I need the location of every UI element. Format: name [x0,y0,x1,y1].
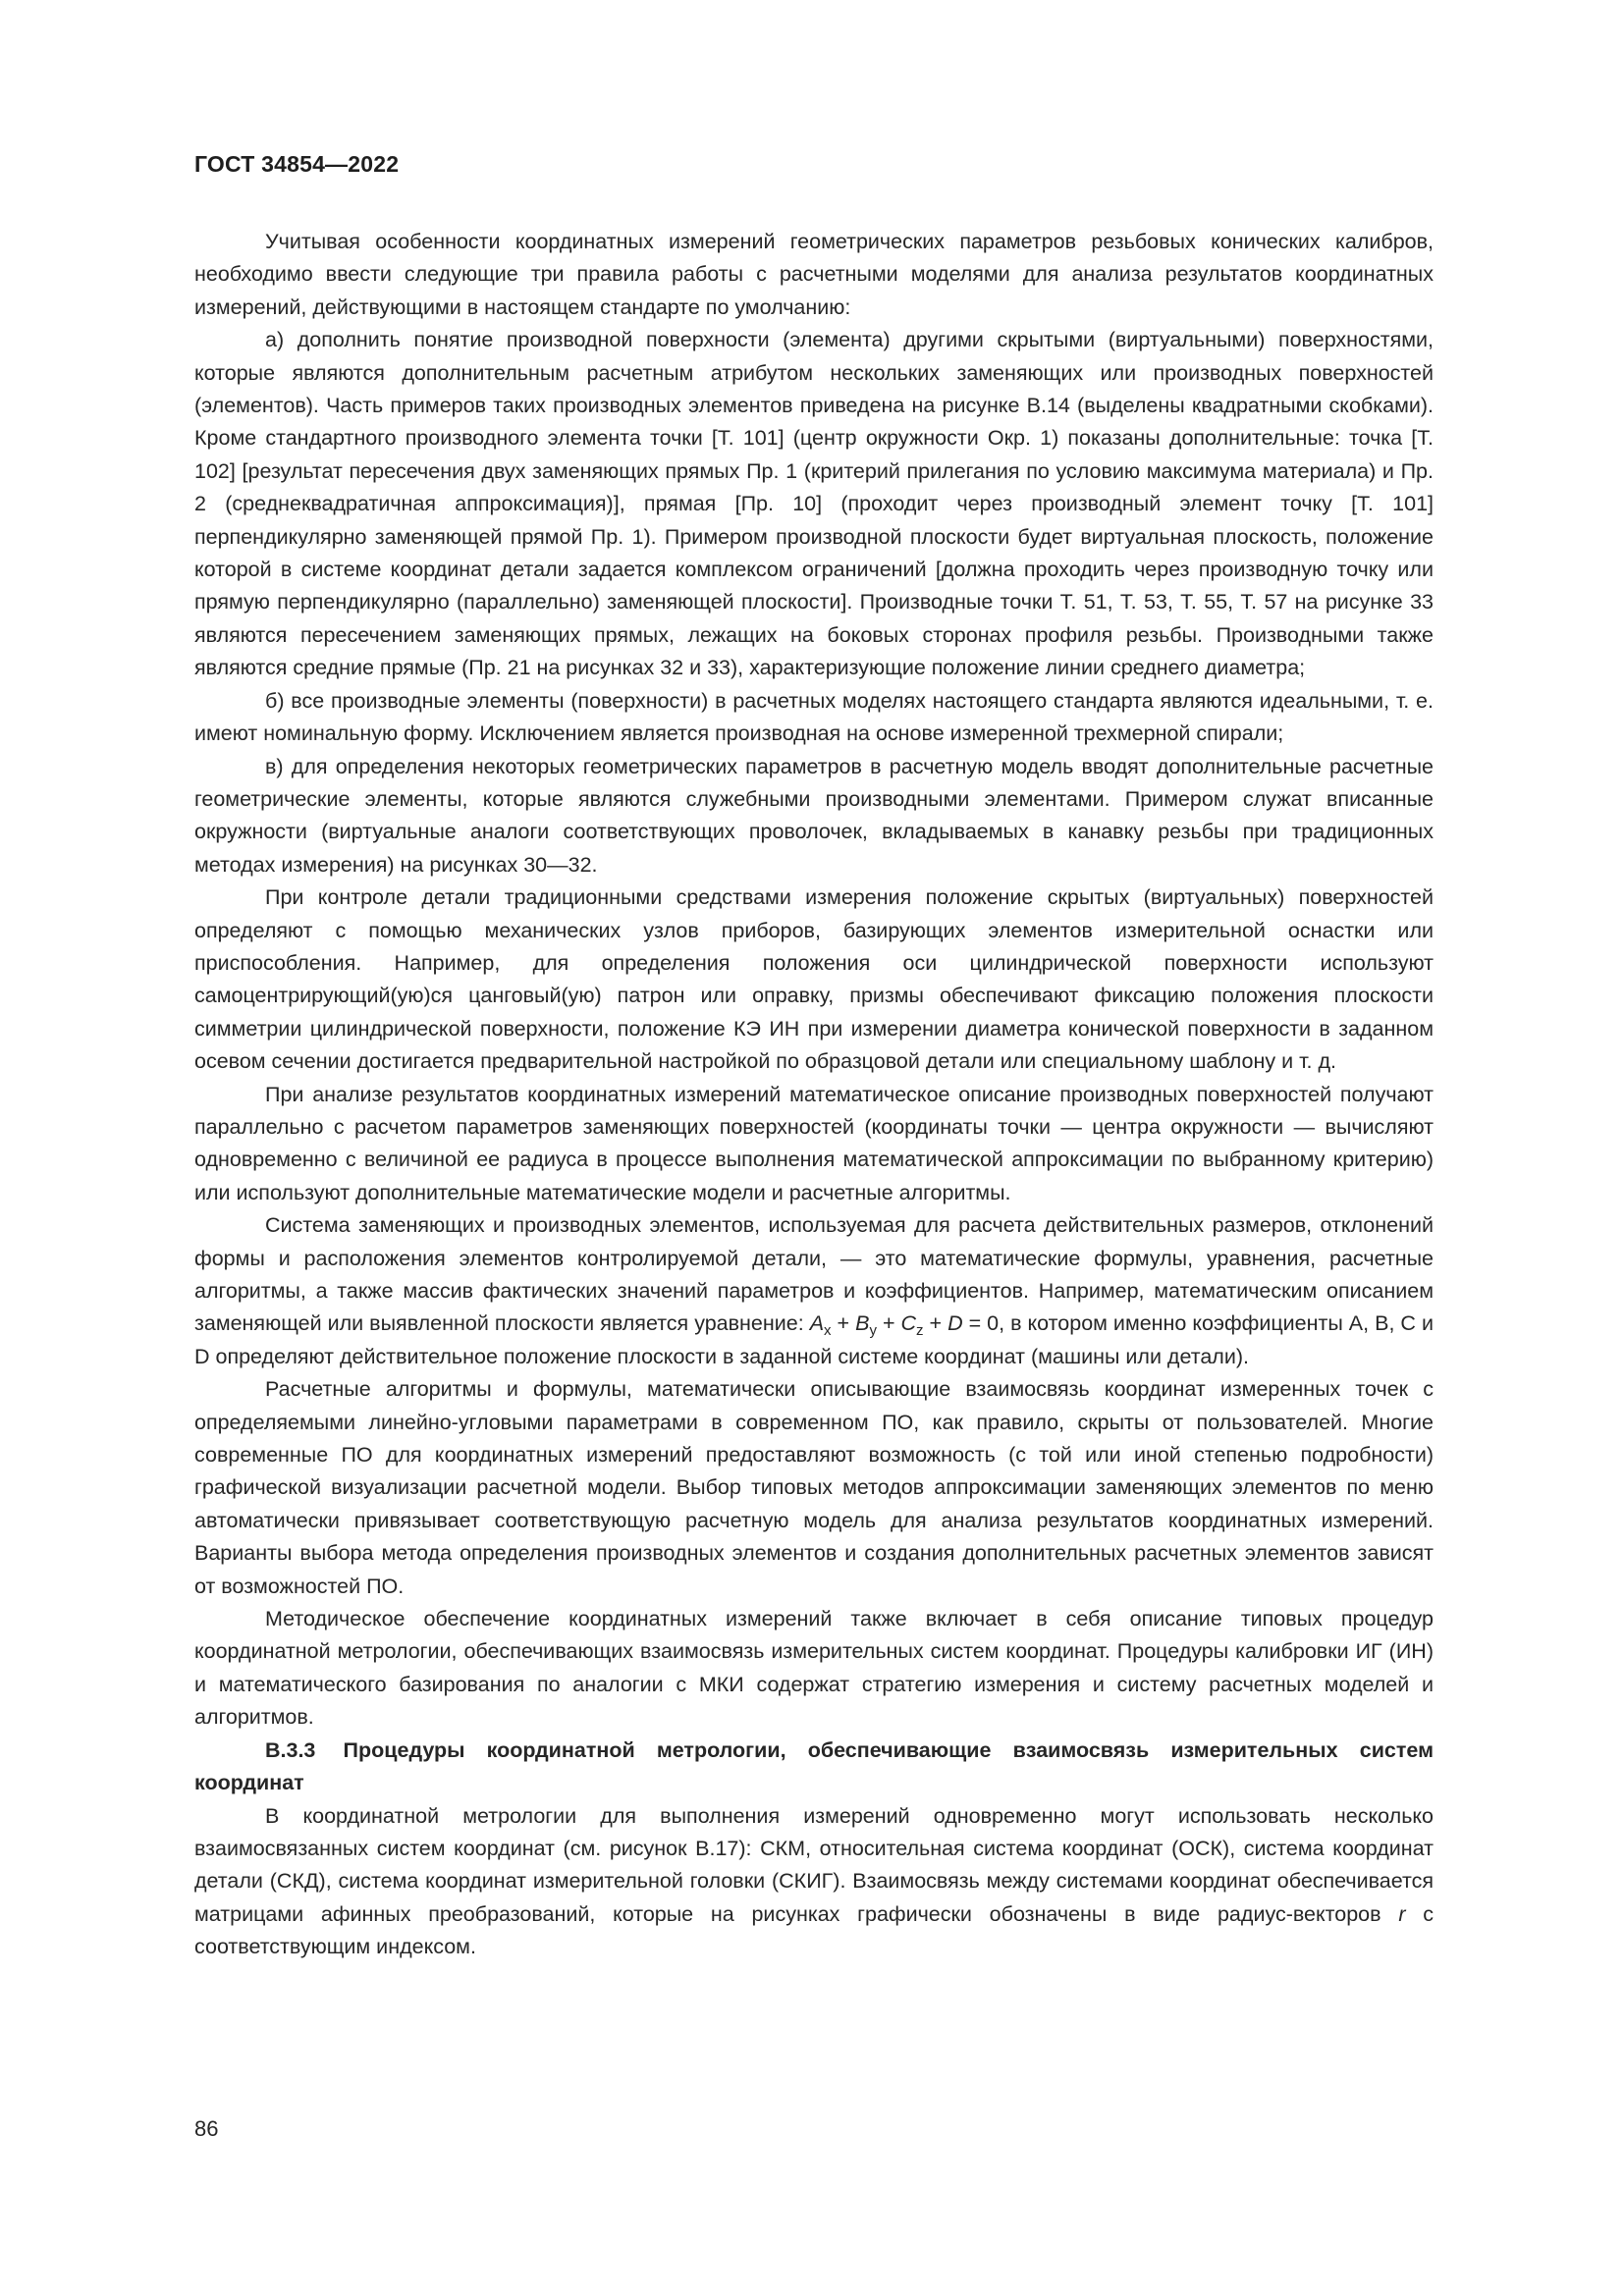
paragraph-coordinate-systems-text-after: с соответствующим индексом. [194,1901,1434,1959]
paragraph-equation-text-before: Система заменяющих и производных элементов, используемая для расчета действительных размеров, отклонений формы и расположения элементов контролируемой детали, — это математические формулы, уравнения, расчетные алгоритмы, а также массив фактических значений параметров и коэффициентов. Например, математическим описанием заменяющей или выявленной плоскости является уравнение: [194,1213,1434,1336]
standard-designation: ГОСТ 34854—2022 [194,151,400,177]
paragraph-methodology: Методическое обеспечение координатных измерений также включает в себя описание типовых процедур координатной метрологии, обеспечивающих взаимосвязь измерительных систем координат. Процедуры калибровки ИГ (ИН) и математического базирования по аналогии с МКИ содержат стратегию измерения и систему расчетных моделей и алгоритмов. [194,1607,1434,1730]
list-item-b: б) все производные элементы (поверхности) в расчетных моделях настоящего стандарта являются идеальными, т. е. имеют номинальную форму. Исключением является производная на основе измеренной трехмерной спирали; [194,688,1434,746]
eq-plus-3: + [923,1311,948,1336]
eq-equals-zero: = 0 [962,1311,1000,1336]
paragraph-traditional-control: При контроле детали традиционными средствами измерения положение скрытых (виртуальных) поверхностей определяют с помощью механических узлов приборов, базирующих элементов измерительной оснастки или приспособления. Например, для определения положения оси цилиндрической поверхности используют самоцентрирующий(ую)ся цанговый(ую) патрон или оправку, призмы обеспечивают фиксацию положения плоскости симметрии цилиндрической поверхности, положение КЭ ИН при измерении диаметра конической поверхности в заданном осевом сечении достигается предварительной настройкой по образцовой детали или специальному шаблону и т. д. [194,885,1434,1074]
paragraph-analysis: При анализе результатов координатных измерений математическое описание производных поверхностей получают параллельно с расчетом параметров заменяющих поверхностей (координаты точки — центра окружности — вычисляют одновременно с величиной ее радиуса в процессе выполнения математической аппроксимации по выбранному критерию) или используют дополнительные математические модели и расчетные алгоритмы. [194,1082,1434,1204]
eq-sub-x: x [824,1322,832,1340]
document-body [194,226,1434,1964]
eq-coef-a: A [809,1311,825,1336]
section-number: В.3.3 [265,1737,316,1762]
paragraph-intro: Учитывая особенности координатных измерений геометрических параметров резьбовых конических калибров, необходимо ввести следующие три правила работы с расчетными моделями для анализа результатов координатных измерений, действующими в настоящем стандарте по умолчанию: [194,230,1434,319]
eq-sub-z: z [916,1322,924,1340]
eq-plus-1: + [831,1311,856,1336]
section-title: Процедуры координатной метрологии, обеспечивающие взаимосвязь измерительных систем координат [194,1737,1434,1795]
plane-equation [809,1311,1000,1340]
list-item-v: в) для определения некоторых геометрических параметров в расчетную модель вводят дополнительные расчетные геометрические элементы, которые являются служебными производными элементами. Примером служат вписанные окружности (виртуальные аналоги соответствующих проволочек, вкладываемых в канавку резьбы при традиционных методах измерения) на рисунках 30—32. [194,754,1434,877]
eq-coef-b: B [855,1311,870,1336]
eq-coef-c: C [900,1311,917,1336]
paragraph-algorithms: Расчетные алгоритмы и формулы, математически описывающие взаимосвязь координат измеренных точек с определяемыми линейно-угловыми параметрами в современном ПО, как правило, скрыты от пользователей. Многие современные ПО для координатных измерений предоставляют возможность (с той или иной степенью подробности) графической визуализации расчетной модели. Выбор типовых методов аппроксимации заменяющих элементов по меню автоматически привязывает соответствующую расчетную модель для анализа результатов координатных измерений. Варианты выбора метода определения производных элементов и создания дополнительных расчетных элементов зависят от возможностей ПО. [194,1377,1434,1598]
section-heading [194,1735,1434,1800]
radius-vector-variable: r [1398,1901,1406,1926]
paragraph-coordinate-systems-text-before: В координатной метрологии для выполнения измерений одновременно могут использовать несколько взаимосвязанных систем координат (см. рисунок В.17): СКМ, относительная система координат (ОСК), система координат детали (СКД), система координат измерительной головки (СКИГ). Взаимосвязь между системами координат обеспечивается матрицами афинных преобразований, которые на рисунках графически обозначены в виде радиус-векторов [194,1803,1434,1926]
eq-coef-d: D [947,1311,963,1336]
list-item-a: а) дополнить понятие производной поверхности (элемента) другими скрытыми (виртуальными) поверхностями, которые являются дополнительным расчетным атрибутом нескольких заменяющих или производных поверхностей (элементов). Часть примеров таких производных элементов приведена на рисунке В.14 (выделены квадратными скобками). Кроме стандартного производного элемента точки [Т. 101] (центр окружности Окр. 1) показаны дополнительные: точка [Т. 102] [результат пересечения двух заменяющих прямых Пр. 1 (критерий прилегания по условию максимума материала) и Пр. 2 (среднеквадратичная аппроксимация)], прямая [Пр. 10] (проходит через производный элемент точку [Т. 101] перпендикулярно заменяющей прямой Пр. 1). Примером производной плоскости будет виртуальная плоскость, положение которой в системе координат детали задается комплексом ограничений [должна проходить через производную точку или прямую перпендикулярно (параллельно) заменяющей плоскости]. Производные точки Т. 51, Т. 53, Т. 55, Т. 57 на рисунке 33 являются пересечением заменяющих прямых, лежащих на боковых сторонах профиля резьбы. Производными также являются средние прямые (Пр. 21 на рисунках 32 и 33), характеризующие положение линии среднего диаметра; [194,328,1434,680]
paragraph-equation [194,1209,1434,1373]
paragraph-equation-text-after: , в котором именно коэффициенты A, B, C и D определяют действительное положение плоскости в заданной системе координат (машины или детали). [194,1311,1434,1368]
paragraph-coordinate-systems [194,1800,1434,1964]
page-number: 86 [194,2116,219,2141]
eq-sub-y: y [869,1322,877,1340]
eq-plus-2: + [876,1311,901,1336]
